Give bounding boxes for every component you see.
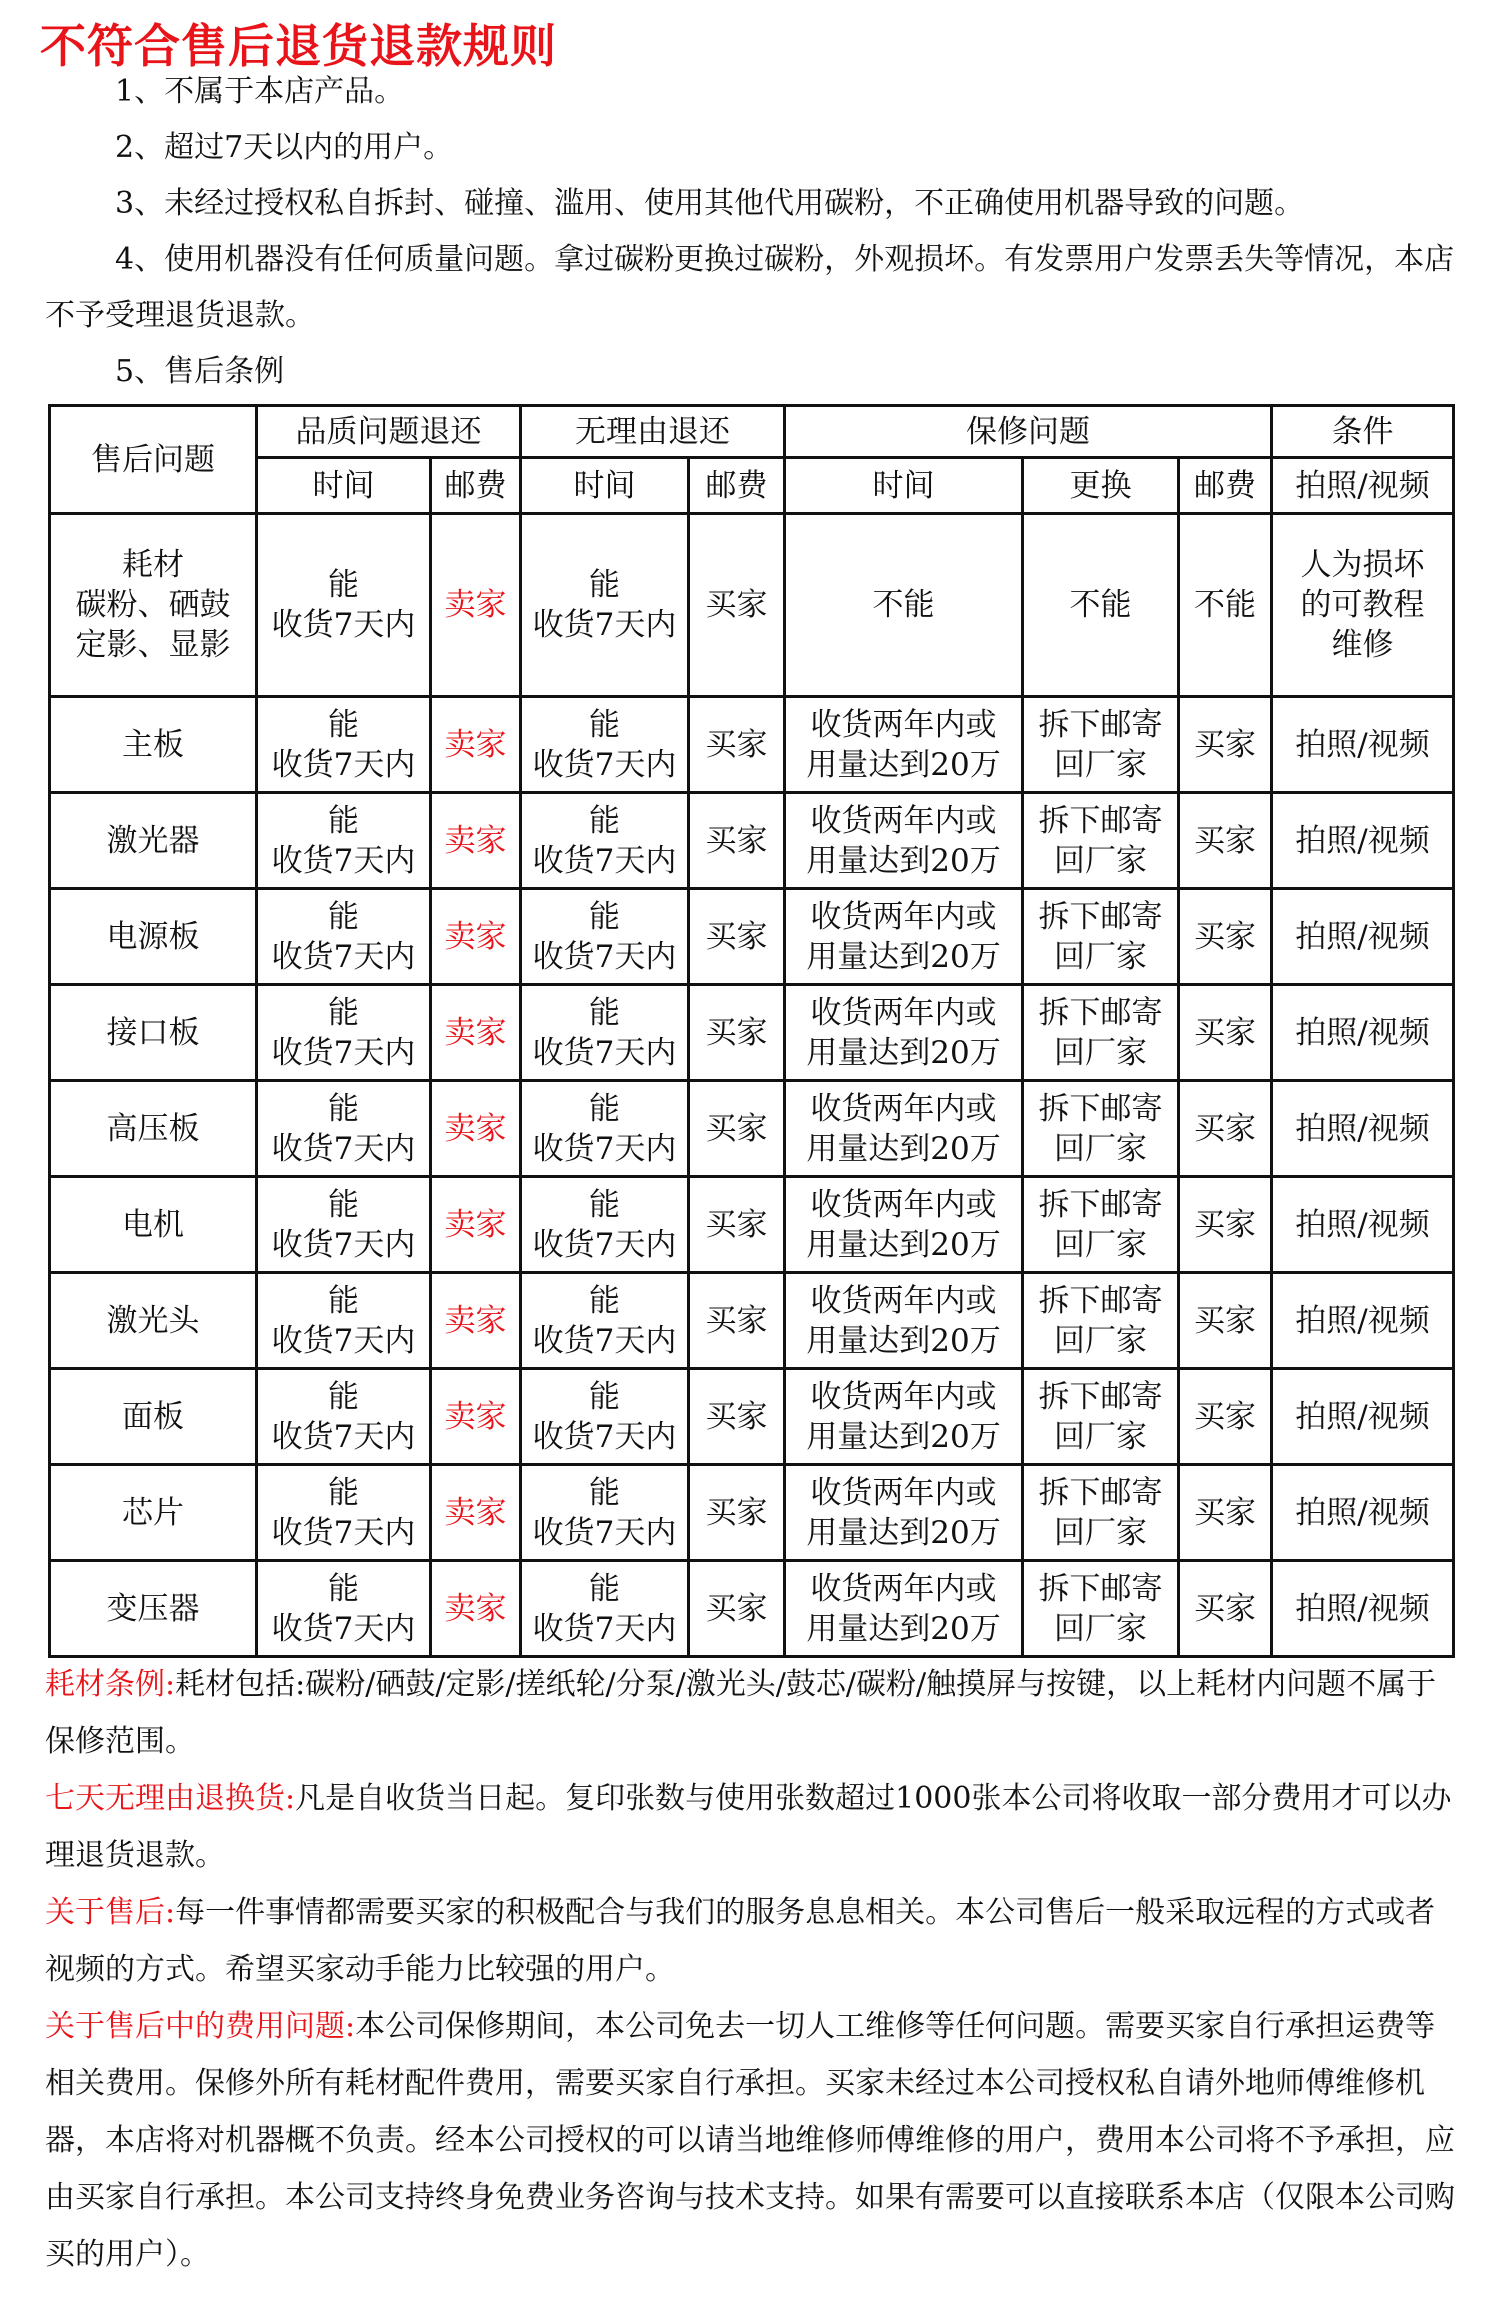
table-row: [50, 1465, 1454, 1561]
cell-line: 收货7天内: [532, 938, 677, 975]
cell-q-postage: 卖家: [431, 697, 521, 793]
cell-q-postage: 卖家: [431, 985, 521, 1081]
cell-r-time: [785, 985, 1023, 1081]
cell-r-time: [785, 697, 1023, 793]
cell-r-time: 不能: [785, 514, 1023, 697]
cell-line: 收货两年内或: [810, 1474, 997, 1511]
table-row: [50, 889, 1454, 985]
cell-line: 能: [328, 1570, 359, 1607]
cell-n-postage: 买家: [689, 1273, 785, 1369]
cell-r-postage: 买家: [1179, 1081, 1272, 1177]
cell-q-time: [257, 1273, 431, 1369]
cell-line: 能: [328, 802, 359, 839]
page-title: 不符合售后退货退款规则: [40, 19, 557, 73]
cell-q-time: [257, 1369, 431, 1465]
cell-line: 回厂家: [1054, 1418, 1147, 1455]
header-q-postage: 邮费: [431, 458, 521, 514]
note-consumables: [45, 1656, 1455, 1770]
cell-line: 能: [328, 1282, 359, 1319]
cell-q-time: [257, 1081, 431, 1177]
cell-line: 回厂家: [1054, 1610, 1147, 1647]
cell-r-time: [785, 1369, 1023, 1465]
cell-condition: 拍照/视频: [1272, 793, 1454, 889]
cell-line: 收货7天内: [532, 1418, 677, 1455]
cell-line: 人为损坏: [1300, 547, 1425, 583]
cell-q-postage: 卖家: [431, 889, 521, 985]
cell-line: 收货7天内: [532, 1130, 677, 1167]
cell-issue: 变压器: [50, 1561, 257, 1657]
cell-line: 能: [328, 1186, 359, 1223]
rule-item: 1、不属于本店产品。: [115, 74, 405, 109]
cell-line: 收货两年内或: [810, 1282, 997, 1319]
cell-q-time: [257, 793, 431, 889]
cell-line: 耗材: [122, 547, 184, 583]
cell-q-time: [257, 985, 431, 1081]
cell-line: 回厂家: [1054, 842, 1147, 879]
header-q-time: 时间: [257, 458, 431, 514]
cell-line: 收货两年内或: [810, 1570, 997, 1607]
cell-line: 收货7天内: [532, 1226, 677, 1263]
cell-line: 回厂家: [1054, 938, 1147, 975]
cell-line: 回厂家: [1054, 1514, 1147, 1551]
cell-r-replace: [1023, 1177, 1179, 1273]
note-text: 凡是自收货当日起。复印张数与使用张数超过1000张本公司将收取一部分费用才可以办理退货退款。: [45, 1781, 1452, 1873]
cell-issue: 主板: [50, 697, 257, 793]
cell-line: 拆下邮寄: [1038, 1570, 1163, 1607]
cell-r-replace: [1023, 1273, 1179, 1369]
cell-q-postage: 卖家: [431, 1273, 521, 1369]
note-label: 耗材条例:: [45, 1667, 176, 1702]
cell-r-replace: [1023, 1561, 1179, 1657]
header-quality-return: 品质问题退还: [257, 406, 521, 458]
note-after-sales: [45, 1884, 1455, 1998]
cell-r-replace: [1023, 1369, 1179, 1465]
cell-line: 能: [589, 994, 620, 1031]
cell-line: 收货7天内: [271, 607, 416, 643]
rule-item: 2、超过7天以内的用户。: [115, 130, 454, 165]
cell-r-replace: [1023, 1081, 1179, 1177]
cell-line: 能: [328, 1474, 359, 1511]
header-no-reason-return: 无理由退还: [521, 406, 785, 458]
cell-line: 用量达到20万: [806, 746, 1001, 783]
cell-line: 能: [589, 706, 620, 743]
cell-line: 收货7天内: [271, 1514, 416, 1551]
cell-line: 拆下邮寄: [1038, 706, 1163, 743]
cell-line: 用量达到20万: [806, 1514, 1001, 1551]
note-text: 每一件事情都需要买家的积极配合与我们的服务息息相关。本公司售后一般采取远程的方式或者视频的方式。希望买家动手能力比较强的用户。: [45, 1895, 1436, 1987]
notes-section: [45, 1656, 1455, 2283]
cell-line: 收货7天内: [271, 1418, 416, 1455]
note-text: 耗材包括:碳粉/硒鼓/定影/搓纸轮/分泵/激光头/鼓芯/碳粉/触摸屏与按键，以上耗材内问题不属于保修范围。: [45, 1667, 1437, 1759]
cell-line: 用量达到20万: [806, 1322, 1001, 1359]
table-row-consumables: [50, 514, 1454, 697]
table-row: [50, 1273, 1454, 1369]
cell-line: 能: [328, 567, 359, 603]
cell-line: 拆下邮寄: [1038, 1090, 1163, 1127]
cell-line: 用量达到20万: [806, 938, 1001, 975]
cell-q-postage: 卖家: [431, 1465, 521, 1561]
cell-r-postage: 买家: [1179, 1465, 1272, 1561]
cell-condition: 拍照/视频: [1272, 1273, 1454, 1369]
cell-line: 能: [589, 1090, 620, 1127]
cell-r-postage: 买家: [1179, 697, 1272, 793]
cell-n-time: [521, 1177, 689, 1273]
cell-line: 能: [589, 898, 620, 935]
cell-r-time: [785, 1081, 1023, 1177]
cell-line: 收货7天内: [532, 1034, 677, 1071]
cell-line: 收货两年内或: [810, 1378, 997, 1415]
cell-r-time: [785, 793, 1023, 889]
cell-issue: 电源板: [50, 889, 257, 985]
table-body: [50, 697, 1454, 1657]
cell-r-postage: 买家: [1179, 1369, 1272, 1465]
cell-line: 碳粉、硒鼓: [75, 587, 231, 623]
header-row-sub: [50, 458, 1454, 514]
cell-line: 能: [328, 1090, 359, 1127]
cell-condition: 拍照/视频: [1272, 1177, 1454, 1273]
cell-r-time: [785, 1465, 1023, 1561]
cell-line: 收货7天内: [271, 938, 416, 975]
cell-q-postage: 卖家: [431, 1561, 521, 1657]
cell-line: 收货两年内或: [810, 994, 997, 1031]
rule-item: 5、售后条例: [115, 354, 285, 389]
cell-issue: 激光头: [50, 1273, 257, 1369]
cell-r-time: [785, 889, 1023, 985]
cell-line: 拆下邮寄: [1038, 1186, 1163, 1223]
cell-n-postage: 买家: [689, 985, 785, 1081]
cell-line: 能: [589, 1186, 620, 1223]
cell-line: 收货7天内: [271, 1610, 416, 1647]
cell-line: 能: [328, 706, 359, 743]
cell-q-time: [257, 889, 431, 985]
cell-condition: 拍照/视频: [1272, 1561, 1454, 1657]
cell-line: 收货两年内或: [810, 1090, 997, 1127]
cell-n-postage: 买家: [689, 697, 785, 793]
cell-condition: 拍照/视频: [1272, 1081, 1454, 1177]
cell-line: 用量达到20万: [806, 1034, 1001, 1071]
cell-line: 能: [589, 802, 620, 839]
cell-line: 回厂家: [1054, 1130, 1147, 1167]
cell-line: 收货7天内: [271, 1130, 416, 1167]
cell-n-time: [521, 1273, 689, 1369]
cell-r-replace: [1023, 697, 1179, 793]
cell-n-time: [521, 514, 689, 697]
cell-issue: 激光器: [50, 793, 257, 889]
cell-r-postage: 买家: [1179, 889, 1272, 985]
cell-r-postage: 买家: [1179, 985, 1272, 1081]
cell-q-postage: 卖家: [431, 1369, 521, 1465]
cell-line: 回厂家: [1054, 1322, 1147, 1359]
cell-condition: 拍照/视频: [1272, 1369, 1454, 1465]
cell-n-time: [521, 1081, 689, 1177]
cell-condition: 拍照/视频: [1272, 889, 1454, 985]
header-row-top: [50, 406, 1454, 458]
cell-line: 收货7天内: [271, 842, 416, 879]
cell-condition: 拍照/视频: [1272, 985, 1454, 1081]
cell-n-time: [521, 1369, 689, 1465]
note-label: 关于售后:: [45, 1895, 176, 1930]
cell-r-time: [785, 1177, 1023, 1273]
cell-issue: [50, 514, 257, 697]
note-seven-day-return: [45, 1770, 1455, 1884]
cell-issue: 电机: [50, 1177, 257, 1273]
cell-r-replace: [1023, 889, 1179, 985]
cell-r-postage: 买家: [1179, 1177, 1272, 1273]
cell-n-time: [521, 793, 689, 889]
cell-condition: 拍照/视频: [1272, 697, 1454, 793]
cell-line: 回厂家: [1054, 746, 1147, 783]
cell-line: 收货两年内或: [810, 706, 997, 743]
cell-condition: 拍照/视频: [1272, 1465, 1454, 1561]
cell-r-postage: 不能: [1179, 514, 1272, 697]
cell-line: 用量达到20万: [806, 1130, 1001, 1167]
cell-n-postage: 买家: [689, 514, 785, 697]
header-r-time: 时间: [785, 458, 1023, 514]
header-repair: 保修问题: [785, 406, 1272, 458]
rules-list: [45, 64, 1455, 400]
cell-line: 收货7天内: [532, 1514, 677, 1551]
cell-n-postage: 买家: [689, 1465, 785, 1561]
cell-r-replace: [1023, 985, 1179, 1081]
cell-r-replace: [1023, 793, 1179, 889]
cell-r-replace: [1023, 1465, 1179, 1561]
cell-n-time: [521, 697, 689, 793]
table-row: [50, 1081, 1454, 1177]
header-r-postage: 邮费: [1179, 458, 1272, 514]
note-fees: [45, 1998, 1455, 2283]
cell-n-postage: 买家: [689, 1081, 785, 1177]
cell-line: 收货7天内: [271, 1322, 416, 1359]
cell-q-time: [257, 697, 431, 793]
cell-issue: 面板: [50, 1369, 257, 1465]
cell-line: 定影、显影: [75, 627, 231, 663]
cell-q-postage: 卖家: [431, 1177, 521, 1273]
cell-n-postage: 买家: [689, 1369, 785, 1465]
cell-line: 能: [328, 994, 359, 1031]
cell-n-postage: 买家: [689, 889, 785, 985]
cell-line: 收货7天内: [532, 1322, 677, 1359]
rule-item: 4、使用机器没有任何质量问题。拿过碳粉更换过碳粉，外观损坏。有发票用户发票丢失等情况，本店不予受理退货退款。: [45, 242, 1455, 333]
cell-line: 能: [328, 898, 359, 935]
cell-line: 回厂家: [1054, 1034, 1147, 1071]
cell-line: 收货7天内: [532, 1610, 677, 1647]
cell-line: 收货两年内或: [810, 802, 997, 839]
cell-line: 收货两年内或: [810, 1186, 997, 1223]
cell-n-postage: 买家: [689, 793, 785, 889]
cell-line: 拆下邮寄: [1038, 1474, 1163, 1511]
cell-line: 能: [589, 1282, 620, 1319]
rule-item: 3、未经过授权私自拆封、碰撞、滥用、使用其他代用碳粉，不正确使用机器导致的问题。: [115, 186, 1305, 221]
note-text: 本公司保修期间，本公司免去一切人工维修等任何问题。需要买家自行承担运费等相关费用。保修外所有耗材配件费用，需要买家自行承担。买家未经过本公司授权私自请外地师傅维修机器，本店将对机器概不负责。经本公司授权的可以请当地维修师傅维修的用户，费用本公司将不予承担，应由买家自行承担。本公司支持终身免费业务咨询与技术支持。如果有需要可以直接联系本店（仅限本公司购买的用户）。: [45, 2009, 1455, 2272]
cell-q-time: [257, 514, 431, 697]
cell-line: 能: [589, 1474, 620, 1511]
after-sales-table: [48, 404, 1455, 1658]
table-row: [50, 1369, 1454, 1465]
cell-n-postage: 买家: [689, 1177, 785, 1273]
cell-n-time: [521, 1561, 689, 1657]
cell-q-time: [257, 1561, 431, 1657]
cell-r-time: [785, 1561, 1023, 1657]
cell-line: 维修: [1331, 627, 1394, 663]
cell-q-postage: 卖家: [431, 514, 521, 697]
cell-line: 的可教程: [1300, 587, 1425, 623]
cell-r-time: [785, 1273, 1023, 1369]
cell-q-time: [257, 1465, 431, 1561]
cell-line: 收货7天内: [271, 746, 416, 783]
cell-line: 拆下邮寄: [1038, 898, 1163, 935]
cell-r-postage: 买家: [1179, 793, 1272, 889]
cell-q-postage: 卖家: [431, 1081, 521, 1177]
header-n-postage: 邮费: [689, 458, 785, 514]
cell-q-time: [257, 1177, 431, 1273]
cell-line: 收货7天内: [532, 607, 677, 643]
table-row: [50, 793, 1454, 889]
cell-issue: 接口板: [50, 985, 257, 1081]
cell-line: 能: [589, 1378, 620, 1415]
header-issue: 售后问题: [50, 406, 257, 514]
note-label: 关于售后中的费用问题:: [45, 2009, 356, 2044]
cell-r-postage: 买家: [1179, 1273, 1272, 1369]
cell-line: 能: [589, 567, 620, 603]
cell-r-postage: 买家: [1179, 1561, 1272, 1657]
cell-r-replace: 不能: [1023, 514, 1179, 697]
cell-issue: 芯片: [50, 1465, 257, 1561]
cell-line: 收货两年内或: [810, 898, 997, 935]
cell-line: 收货7天内: [532, 842, 677, 879]
cell-line: 能: [589, 1570, 620, 1607]
header-n-time: 时间: [521, 458, 689, 514]
cell-line: 拆下邮寄: [1038, 802, 1163, 839]
header-r-replace: 更换: [1023, 458, 1179, 514]
table-row: [50, 1177, 1454, 1273]
cell-line: 拆下邮寄: [1038, 1282, 1163, 1319]
cell-line: 用量达到20万: [806, 1610, 1001, 1647]
header-condition: 条件: [1272, 406, 1454, 458]
cell-line: 拆下邮寄: [1038, 994, 1163, 1031]
cell-line: 用量达到20万: [806, 1226, 1001, 1263]
cell-n-postage: 买家: [689, 1561, 785, 1657]
note-label: 七天无理由退换货:: [45, 1781, 296, 1816]
cell-n-time: [521, 1465, 689, 1561]
cell-line: 收货7天内: [271, 1226, 416, 1263]
cell-line: 收货7天内: [271, 1034, 416, 1071]
cell-issue: 高压板: [50, 1081, 257, 1177]
cell-n-time: [521, 889, 689, 985]
table-row: [50, 697, 1454, 793]
cell-q-postage: 卖家: [431, 793, 521, 889]
cell-line: 回厂家: [1054, 1226, 1147, 1263]
table-row: [50, 985, 1454, 1081]
header-c-photo: 拍照/视频: [1272, 458, 1454, 514]
cell-line: 收货7天内: [532, 746, 677, 783]
cell-line: 拆下邮寄: [1038, 1378, 1163, 1415]
cell-condition: [1272, 514, 1454, 697]
table-row: [50, 1561, 1454, 1657]
cell-line: 能: [328, 1378, 359, 1415]
cell-line: 用量达到20万: [806, 842, 1001, 879]
cell-line: 用量达到20万: [806, 1418, 1001, 1455]
cell-n-time: [521, 985, 689, 1081]
